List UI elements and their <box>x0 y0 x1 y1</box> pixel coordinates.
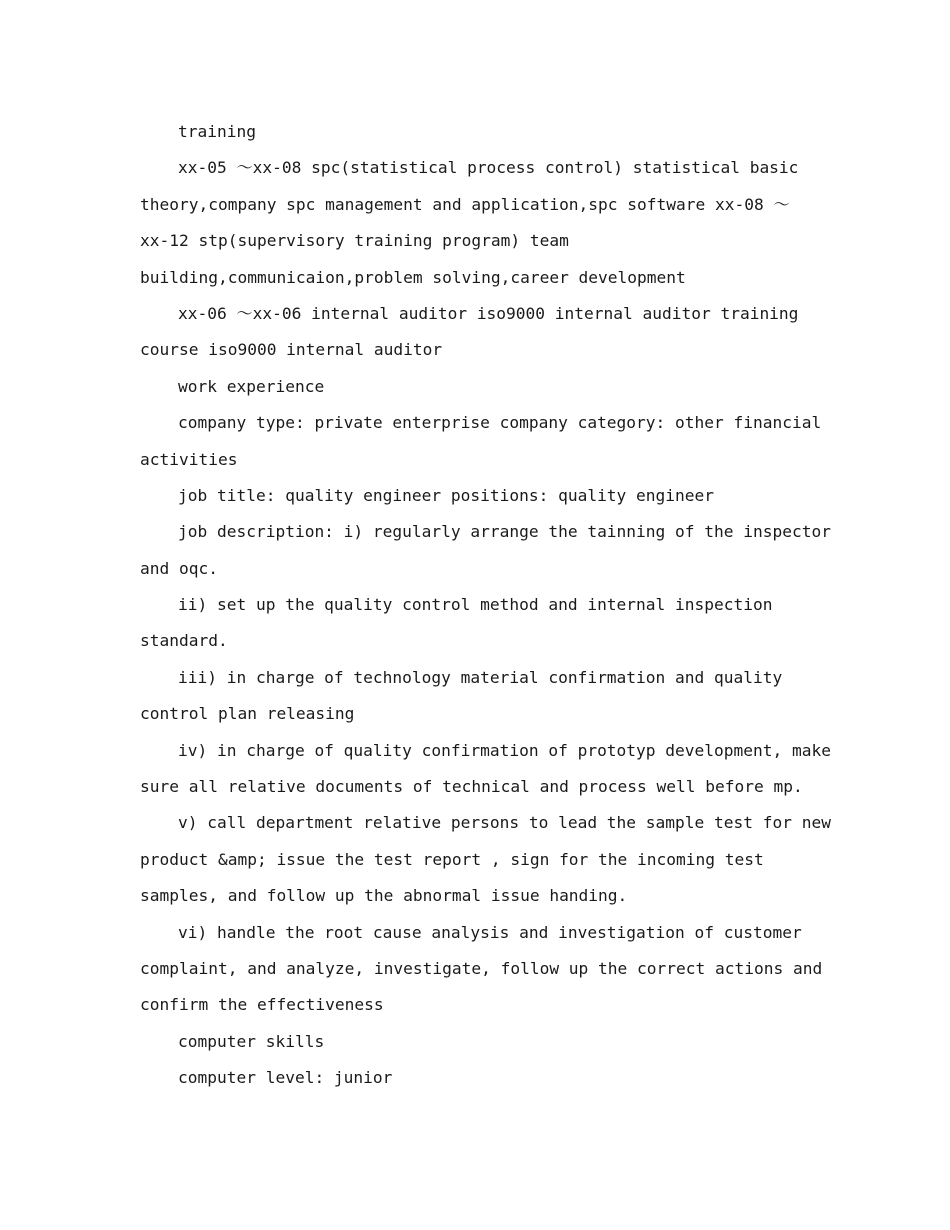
document-body <box>140 114 831 1097</box>
text-line: and oqc. <box>140 558 218 578</box>
text-line: xx-06 ～xx-06 internal auditor iso9000 internal auditor training <box>178 303 799 323</box>
text-line: ii) set up the quality control method and internal inspection <box>178 595 773 615</box>
text-line: iii) in charge of technology material confirmation and quality <box>178 667 783 687</box>
text-line: job title: quality engineer positions: quality engineer <box>178 485 715 505</box>
text-line: course iso9000 internal auditor <box>140 340 443 360</box>
text-line: xx-12 stp(supervisory training program) team <box>140 231 569 251</box>
text-line: computer level: junior <box>178 1068 393 1088</box>
text-line: sure all relative documents of technical and process well before mp. <box>140 777 803 797</box>
text-line: confirm the effectiveness <box>140 995 384 1015</box>
text-line: samples, and follow up the abnormal issue handing. <box>140 886 628 906</box>
text-line: xx-05 ～xx-08 spc(statistical process control) statistical basic <box>178 158 799 178</box>
text-line: activities <box>140 449 238 469</box>
text-line: company type: private enterprise company category: other financial <box>178 413 822 433</box>
text-line: training <box>178 122 256 141</box>
text-line: job description: i) regularly arrange the tainning of the inspector <box>178 522 831 542</box>
text-line: control plan releasing <box>140 704 355 724</box>
section-heading: computer skills <box>178 1031 325 1051</box>
text-line: complaint, and analyze, investigate, follow up the correct actions and <box>140 958 823 978</box>
text-line: product &amp; issue the test report , sign for the incoming test <box>140 849 764 869</box>
section-heading: work experience <box>178 376 325 396</box>
text-line: theory,company spc management and application,spc software xx-08 ～ <box>140 194 790 214</box>
text-line: vi) handle the root cause analysis and investigation of customer <box>178 922 802 942</box>
text-line: iv) in charge of quality confirmation of prototyp development, make <box>178 740 831 760</box>
text-line: building,communicaion,problem solving,career development <box>140 267 686 287</box>
text-line: v) call department relative persons to lead the sample test for new <box>178 813 831 833</box>
text-line: standard. <box>140 631 228 651</box>
